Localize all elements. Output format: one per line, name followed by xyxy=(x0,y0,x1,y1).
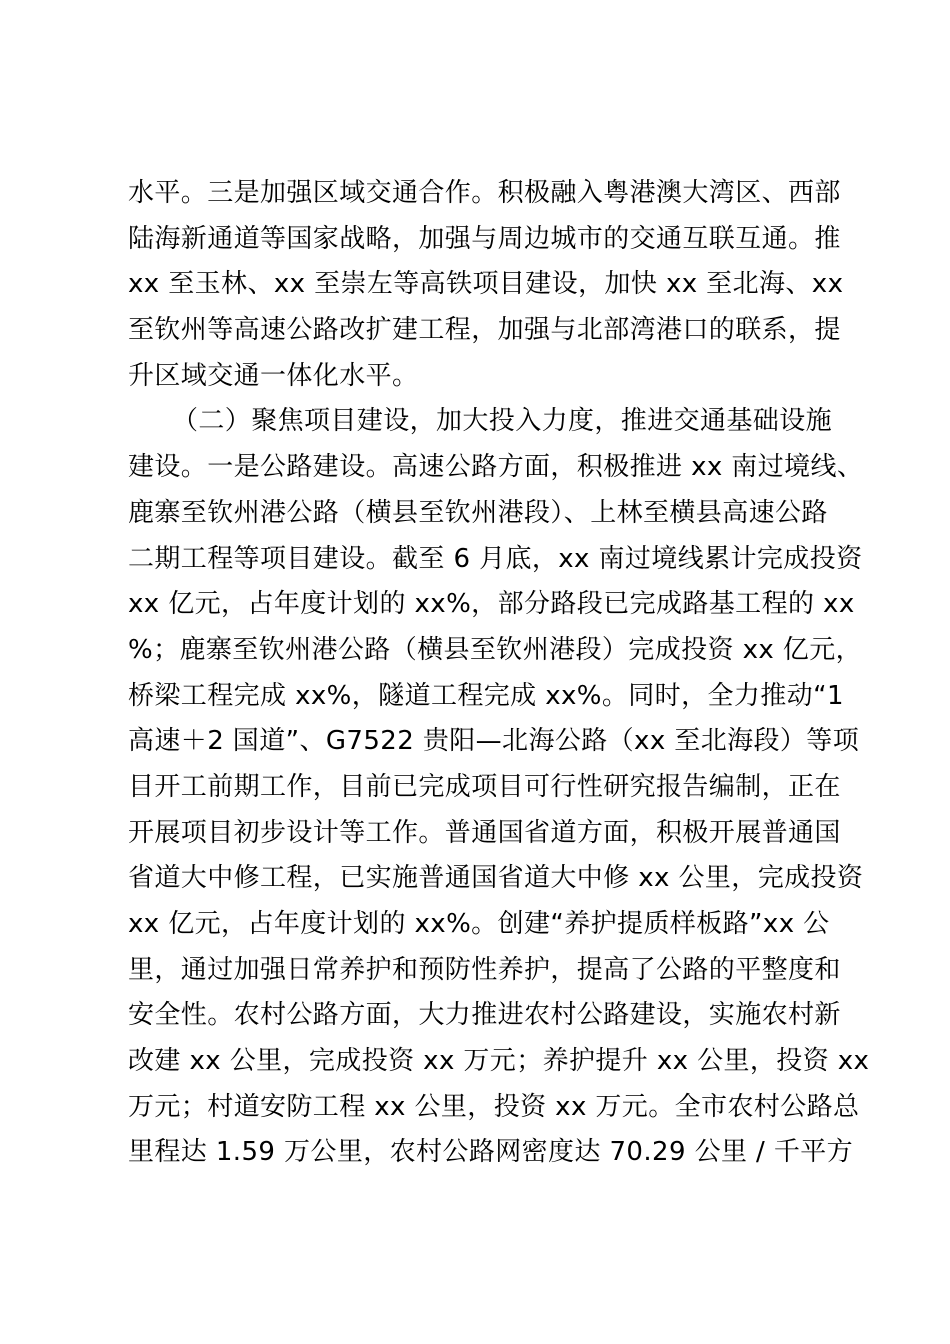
text-line: 至钦州等高速公路改扩建工程，加强与北部湾港口的联系，提 xyxy=(128,315,841,346)
text-line: 安全性。农村公路方面，大力推进农村公路建设，实施农村新 xyxy=(128,1000,841,1031)
text-line: 目开工前期工作，目前已完成项目可行性研究报告编制，正在 xyxy=(128,771,841,802)
body-text xyxy=(128,171,870,1176)
text-line: 里，通过加强日常养护和预防性养护，提高了公路的平整度和 xyxy=(128,954,841,985)
text-line: 鹿寨至钦州港公路（横县至钦州港段）、上林至横县高速公路 xyxy=(128,497,828,528)
text-line: 里程达 1.59 万公里，农村公路网密度达 70.29 公里 / 千平方 xyxy=(128,1137,854,1168)
text-line: 升区域交通一体化水平。 xyxy=(128,360,419,391)
text-line: 省道大中修工程，已实施普通国省道大中修 xx 公里，完成投资 xyxy=(128,863,864,894)
text-line: 万元；村道安防工程 xx 公里，投资 xx 万元。全市农村公路总 xyxy=(128,1091,860,1122)
text-line: 开展项目初步设计等工作。普通国省道方面，积极开展普通国 xyxy=(128,817,841,848)
text-line: 桥梁工程完成 xx%，隧道工程完成 xx%。同时，全力推动“1 xyxy=(128,680,844,711)
text-line: 改建 xx 公里，完成投资 xx 万元；养护提升 xx 公里，投资 xx xyxy=(128,1046,870,1077)
section-heading-line: （二）聚焦项目建设，加大投入力度，推进交通基础设施 xyxy=(172,406,833,437)
text-line: 陆海新通道等国家战略，加强与周边城市的交通互联互通。推 xyxy=(128,223,841,254)
text-line: 二期工程等项目建设。截至 6 月底，xx 南过境线累计完成投资 xyxy=(128,543,863,574)
text-line: xx 至玉林、xx 至崇左等高铁项目建设，加快 xx 至北海、xx xyxy=(128,269,844,300)
text-line: xx 亿元，占年度计划的 xx%。创建“养护提质样板路”xx 公 xyxy=(128,909,830,939)
text-line: 水平。三是加强区域交通合作。积极融入粤港澳大湾区、西部 xyxy=(128,178,841,208)
text-line: %；鹿寨至钦州港公路（横县至钦州港段）完成投资 xx 亿元， xyxy=(128,634,863,665)
text-line: 建设。一是公路建设。高速公路方面，积极推进 xx 南过境线、 xyxy=(128,452,864,483)
text-line: 高速＋2 国道”、G7522 贵阳—北海公路（xx 至北海段）等项 xyxy=(128,726,860,757)
text-line: xx 亿元，占年度计划的 xx%，部分路段已完成路基工程的 xx xyxy=(128,589,855,620)
